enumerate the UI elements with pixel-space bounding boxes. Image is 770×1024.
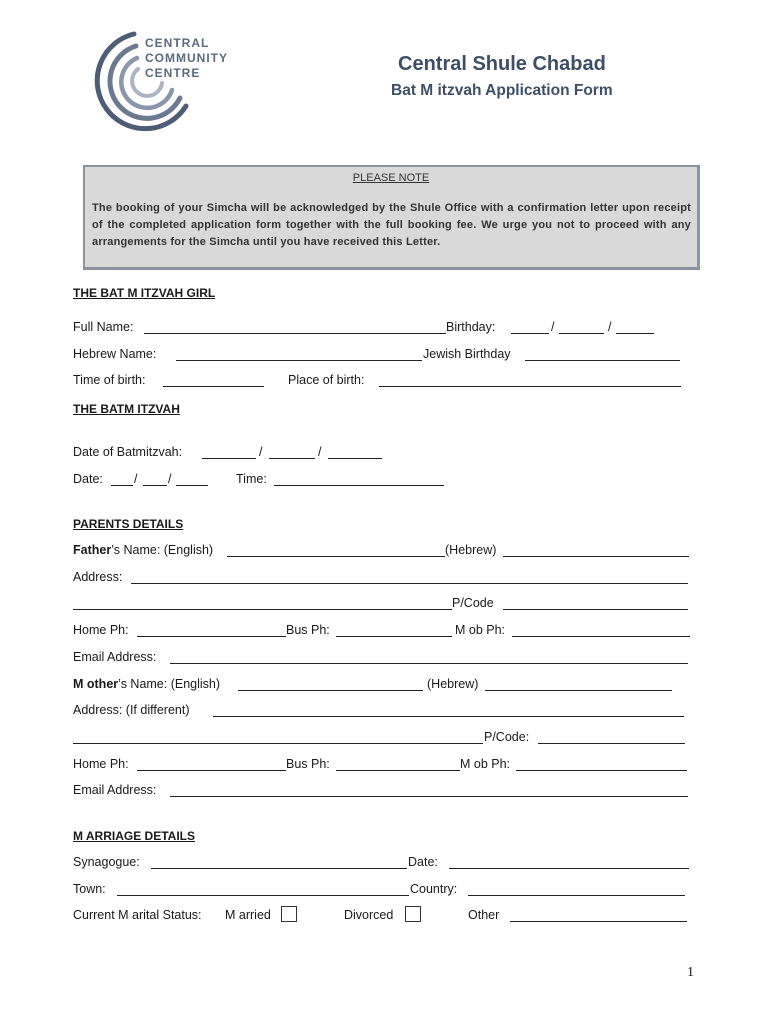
pcode2-label: P/Code: <box>484 730 530 744</box>
father-name-label <box>73 543 213 557</box>
time-field[interactable] <box>274 485 444 486</box>
address-line-2-field[interactable] <box>73 609 452 610</box>
address-if-different-label: Address: (If different) <box>73 703 190 717</box>
logo-text <box>145 36 228 81</box>
batmitzvah-month-field[interactable] <box>269 458 315 459</box>
email2-label: Email Address: <box>73 783 157 797</box>
father-english-name-field[interactable] <box>227 556 445 557</box>
time-of-birth-field[interactable] <box>163 386 264 387</box>
address-label: Address: <box>73 570 123 584</box>
time-label: Time: <box>236 472 267 486</box>
married-label: M arried <box>225 908 271 922</box>
email-field[interactable] <box>170 663 688 664</box>
date-label: Date: <box>73 472 103 486</box>
batmitzvah-year-field[interactable] <box>328 458 382 459</box>
birthday-day-field[interactable] <box>511 333 549 334</box>
home-ph-field[interactable] <box>137 636 286 637</box>
logo-line-3: CENTRE <box>145 66 201 80</box>
country-label: Country: <box>410 882 458 896</box>
hebrew-name-field[interactable] <box>176 360 422 361</box>
mother-pcode-field[interactable] <box>538 743 685 744</box>
mother-address-line-2-field[interactable] <box>73 743 483 744</box>
divorced-label: Divorced <box>344 908 394 922</box>
place-of-birth-label: Place of birth: <box>288 373 365 387</box>
marriage-date-label: Date: <box>408 855 438 869</box>
father-word: Father <box>73 543 112 557</box>
mob-ph-label: M ob Ph: <box>455 623 506 637</box>
birthday-year-field[interactable] <box>616 333 654 334</box>
pcode-field[interactable] <box>503 609 688 610</box>
synagogue-field[interactable] <box>151 868 407 869</box>
mob-ph2-label: M ob Ph: <box>460 757 511 771</box>
hebrew-name-label: Hebrew Name: <box>73 347 157 361</box>
father-hebrew-name-field[interactable] <box>503 556 689 557</box>
slash: / <box>259 445 263 459</box>
married-checkbox[interactable] <box>281 906 297 922</box>
bus-ph2-label: Bus Ph: <box>286 757 330 771</box>
jewish-birthday-label: Jewish Birthday <box>423 347 511 361</box>
address-field[interactable] <box>131 583 688 584</box>
mother-english-name-field[interactable] <box>238 690 423 691</box>
other-label: Other <box>468 908 500 922</box>
home-ph2-label: Home Ph: <box>73 757 129 771</box>
section-heading-parents: PARENTS DETAILS <box>73 517 184 531</box>
date-year-field[interactable] <box>176 485 208 486</box>
other-field[interactable] <box>510 921 687 922</box>
mother-address-field[interactable] <box>213 716 684 717</box>
pcode-label: P/Code <box>452 596 494 610</box>
slash: / <box>318 445 322 459</box>
mother-word: M other <box>73 677 119 691</box>
town-label: Town: <box>73 882 106 896</box>
page-title: Central Shule Chabad <box>398 53 606 75</box>
date-day-field[interactable] <box>111 485 133 486</box>
full-name-field[interactable] <box>144 333 446 334</box>
bus-ph-field[interactable] <box>336 636 452 637</box>
birthday-label: Birthday: <box>446 320 496 334</box>
jewish-birthday-field[interactable] <box>525 360 680 361</box>
divorced-checkbox[interactable] <box>405 906 421 922</box>
section-heading-girl: THE BAT M ITZVAH GIRL <box>73 286 216 300</box>
full-name-label: Full Name: <box>73 320 134 334</box>
mother-name-label-rest: ’s Name: (English) <box>118 677 221 691</box>
slash: / <box>134 472 138 486</box>
logo-line-2: COMMUNITY <box>145 51 228 65</box>
logo-line-1: CENTRAL <box>145 36 210 50</box>
slash: / <box>608 320 612 334</box>
mother-email-field[interactable] <box>170 796 688 797</box>
birthday-month-field[interactable] <box>559 333 604 334</box>
bus-ph-label: Bus Ph: <box>286 623 330 637</box>
father-hebrew-label: (Hebrew) <box>445 543 497 557</box>
date-month-field[interactable] <box>143 485 167 486</box>
mother-hebrew-name-field[interactable] <box>485 690 672 691</box>
section-heading-batmitzvah: THE BATM ITZVAH <box>73 402 180 416</box>
mob-ph-field[interactable] <box>512 636 690 637</box>
synagogue-label: Synagogue: <box>73 855 140 869</box>
notice-text: The booking of your Simcha will be acknowledged by the Shule Office with a confirmation letter upon receipt of the completed application form together with the full booking fee. We urge you not to proceed with any arrangements for the Simcha until you have received this Letter. <box>92 202 691 248</box>
page-subtitle: Bat M itzvah Application Form <box>391 82 613 99</box>
marital-status-label: Current M arital Status: <box>73 908 202 922</box>
notice-title: PLEASE NOTE <box>352 172 430 184</box>
mother-name-label <box>73 677 220 691</box>
father-name-label-rest: ’s Name: (English) <box>111 543 214 557</box>
home-ph-label: Home Ph: <box>73 623 129 637</box>
mother-bus-ph-field[interactable] <box>336 770 460 771</box>
slash: / <box>168 472 172 486</box>
country-field[interactable] <box>468 895 685 896</box>
mother-home-ph-field[interactable] <box>137 770 286 771</box>
marriage-date-field[interactable] <box>449 868 689 869</box>
mother-hebrew-label: (Hebrew) <box>427 677 479 691</box>
date-of-batmitzvah-label: Date of Batmitzvah: <box>73 445 183 459</box>
slash: / <box>551 320 555 334</box>
page-number: 1 <box>687 965 694 980</box>
mother-mob-ph-field[interactable] <box>516 770 687 771</box>
time-of-birth-label: Time of birth: <box>73 373 146 387</box>
batmitzvah-day-field[interactable] <box>202 458 256 459</box>
town-field[interactable] <box>117 895 409 896</box>
section-heading-marriage: M ARRIAGE DETAILS <box>73 829 195 843</box>
place-of-birth-field[interactable] <box>379 386 681 387</box>
email-label: Email Address: <box>73 650 157 664</box>
notice-box <box>83 165 700 270</box>
